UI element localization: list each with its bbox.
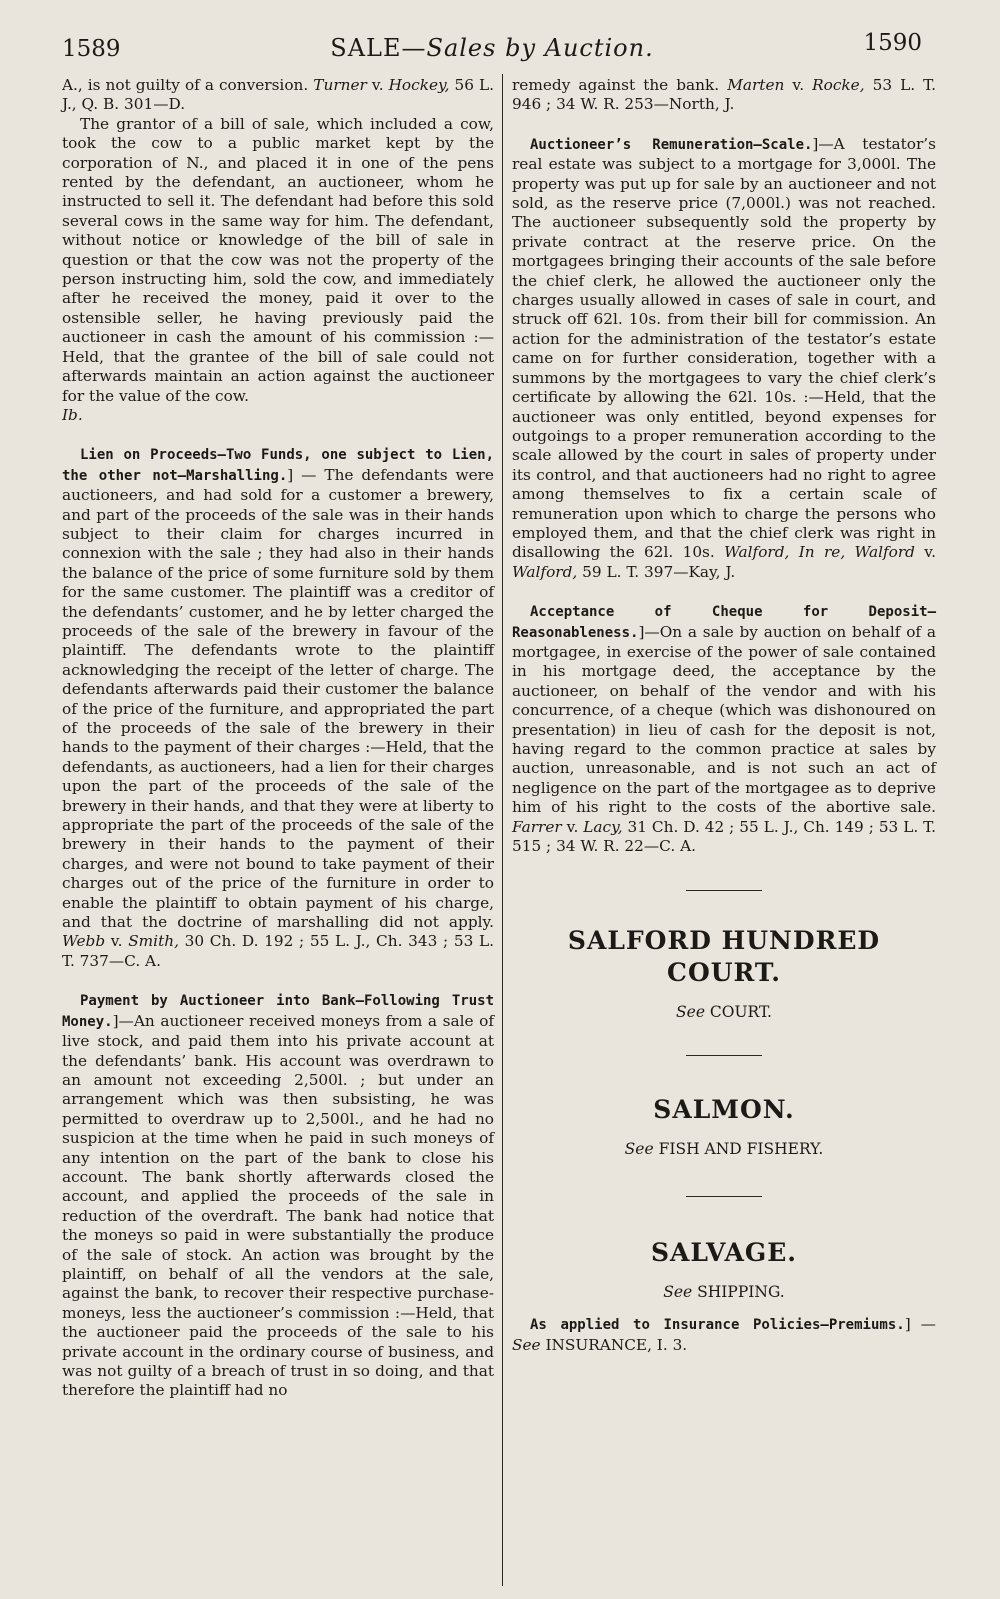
case-name: Walford, [512, 562, 578, 581]
section-title-salmon: SALMON. [653, 1095, 795, 1125]
reference-target: FISH AND FISHERY. [653, 1140, 824, 1159]
see-label: See [512, 1335, 541, 1354]
see-label: See [663, 1283, 693, 1302]
section-title-salvage: SALVAGE. [650, 1238, 798, 1268]
cross-reference [512, 1140, 936, 1158]
cross-reference [512, 1003, 936, 1021]
entry-text: remedy against the bank. [512, 76, 720, 94]
section-title-salford-hundred-court: SALFORD HUNDRED COURT. [567, 926, 881, 988]
case-entry-turner [62, 76, 494, 115]
citation: 53 L. T. 946 ; 34 W. R. 253—North, J. [512, 76, 936, 114]
entry-heading: Payment by Auctioneer into Bank—Following Trust Money. [62, 993, 494, 1030]
entry-auctioneer-remuneration [512, 135, 936, 582]
cross-reference [512, 1283, 936, 1301]
citation: 31 Ch. D. 42 ; 55 L. J., Ch. 149 ; 53 L. T. 515 ; 34 W. R. 22—C. A. [512, 817, 936, 856]
case-name: Webb [62, 932, 106, 951]
case-entry-marten [512, 76, 936, 115]
left-column [62, 76, 494, 1401]
left-page-number: 1589 [62, 36, 121, 62]
entry-text: A., is not guilty of a conversion. [62, 76, 309, 94]
citation: 56 L. J., Q. B. 301—D. [62, 76, 494, 114]
entry-acceptance-of-cheque [512, 602, 936, 856]
ibid-reference: Ib. [62, 405, 83, 424]
case-versus: v. [914, 543, 936, 562]
entry-text: ]—A testator’s real estate was subject to a mortgage for 3,000l. The property was put up for sale by an auctioneer and not sold, as the reserve price (7,000l.) was not reached. The auctioneer subsequently sold the property by private contract at the reserve price. On the mortgagees bringing their accounts of the sale before the chief clerk, he allowed the auctioneer only the charges usually allowed in cases of sale in court, and struck off 62l. 10s. from their bill for commission. An action for the administration of the testator’s estate came on for further consideration, together with a summons by the mortgagees to vary the chief clerk’s certificate by allowing the 62l. 10s. :—Held, that the auctioneer was only entitled, beyond expenses for outgoings to a proper remuneration according to the scale allowed by the court in sales of property under its control, and that auctioneers had no right to agree among themselves to fix a certain scale of remuneration upon which to charge the persons who employed them, and that the chief clerk was right in disallowing the 62l. 10s. [512, 134, 936, 562]
case-versus: v. [561, 817, 584, 836]
running-title-main: SALE— [330, 34, 427, 62]
case-name: Rocke, [812, 76, 865, 94]
entry-heading: Auctioneer’s Remuneration—Scale. [530, 136, 813, 153]
reference-target: COURT. [705, 1003, 772, 1022]
page-header [62, 28, 922, 68]
citation: 59 L. T. 397—Kay, J. [577, 562, 736, 581]
citation: 30 Ch. D. 192 ; 55 L. J., Ch. 343 ; 53 L. T. 737—C. A. [62, 932, 495, 970]
right-page-number: 1590 [863, 30, 922, 56]
entry-text: The grantor of a bill of sale, which included a cow, took the cow to a public market kept by the corporation of N., and placed it in one of the pens rented by the defendant, an auctioneer, whom he instructed to sell it. The defendant had before this sold several cows in the same way for him. The defendant, without notice or knowledge of the bill of sale in question or that the cow was not the property of the person instructing him, sold the cow, and immediately after he received the money, paid it over to the ostensible seller, he having previously paid the auctioneer in cash the amount of his commission :—Held, that the grantee of the bill of sale could not afterwards maintain an action against the auctioneer for the value of the cow. [62, 114, 494, 405]
reference-target: INSURANCE, I. 3. [540, 1335, 688, 1354]
case-versus: v. [784, 76, 813, 94]
case-name: Walford, In re, Walford [724, 543, 915, 562]
running-title [62, 34, 922, 62]
case-name: Smith, [128, 932, 179, 951]
case-entry-bill-of-sale [62, 115, 494, 426]
entry-lien-on-proceeds [62, 445, 494, 971]
case-versus: v. [105, 932, 129, 951]
entry-insurance-policies [512, 1315, 936, 1355]
case-name: Hockey, [388, 76, 450, 94]
entry-text: ]—On a sale by auction on behalf of a mortgagee, in exercise of the power of sale contained in his mortgage deed, the acceptance by the auctioneer, on behalf of the vendor and with his concurrence, of a cheque (which was dishonoured on presentation) in lieu of cash for the deposit is not, having regard to the common practice at sales by auction, unreasonable, and is not such an act of negligence on the part of the mortgagee as to deprive him of his right to the costs of the abortive sale. [512, 622, 936, 817]
entry-payment-into-bank [62, 991, 494, 1401]
entry-heading: Lien on Proceeds—Two Funds, one subject to Lien, the other not—Marshalling. [62, 447, 494, 484]
reference-target: SHIPPING. [692, 1283, 785, 1302]
see-label: See [624, 1140, 654, 1159]
entry-text: ] — [904, 1315, 936, 1334]
case-name: Farrer [512, 817, 562, 836]
running-title-italic: Sales by Auction. [426, 34, 654, 62]
case-versus: v. [366, 76, 389, 94]
entry-heading: Acceptance of Cheque for Deposit—Reasonableness. [512, 604, 936, 641]
case-name: Marten [727, 76, 785, 94]
case-name: Lacy, [583, 817, 623, 836]
entry-heading: As applied to Insurance Policies—Premiums. [530, 1317, 905, 1334]
entry-text: ] — The defendants were auctioneers, and had sold for a customer a brewery, and part of the proceeds of the sale was in their hands subject to their claim for charges incurred in connexion with the sale ; they had also in their hands the balance of the price of some furniture sold by them for the same customer. The plaintiff was a creditor of the defendants’ customer, and he by letter charged the proceeds of the sale of the brewery in favour of the plaintiff. The defendants wrote to the plaintiff acknowledging the receipt of the letter of charge. The defendants afterwards paid their customer the balance of the price of the furniture, and appropriated the part of the proceeds of the sale of the brewery in their hands to the payment of their charges :—Held, that the defendants, as auctioneers, had a lien for their charges upon the part of the proceeds of the sale of the brewery in their hands, and that they were at liberty to appropriate the part of the proceeds of the sale of the brewery in their hands to the payment of their charges, and were not bound to take payment of their charges out of the price of the furniture in order to enable the plaintiff to obtain payment of his charge, and that the doctrine of marshalling did not apply. [62, 465, 494, 932]
right-column [512, 76, 936, 1355]
see-label: See [676, 1003, 705, 1022]
case-name: Turner [313, 76, 367, 94]
entry-text: ]—An auctioneer received moneys from a sale of live stock, and paid them into his private account at the defendants’ bank. His account was overdrawn to an amount not exceeding 2,500l. ; but under an arrangement which was then subsisting, he was permitted to overdraw up to 2,500l., and he had no suspicion at the time when he paid in such moneys of any intention on the part of the bank to close his account. The bank shortly afterwards closed the account, and applied the proceeds of the sale in reduction of the overdraft. The bank had notice that the moneys so paid in were substantially the produce of the sale of stock. An action was brought by the plaintiff, on behalf of all the vendors at the sale, against the bank, to recover their respective purchase-moneys, less the auctioneer’s commission :—Held, that the auctioneer paid the proceeds of the sale to his private account in the ordinary course of business, and was not guilty of a breach of trust in so doing, and that therefore the plaintiff had no [62, 1011, 494, 1400]
column-divider [502, 74, 503, 1586]
